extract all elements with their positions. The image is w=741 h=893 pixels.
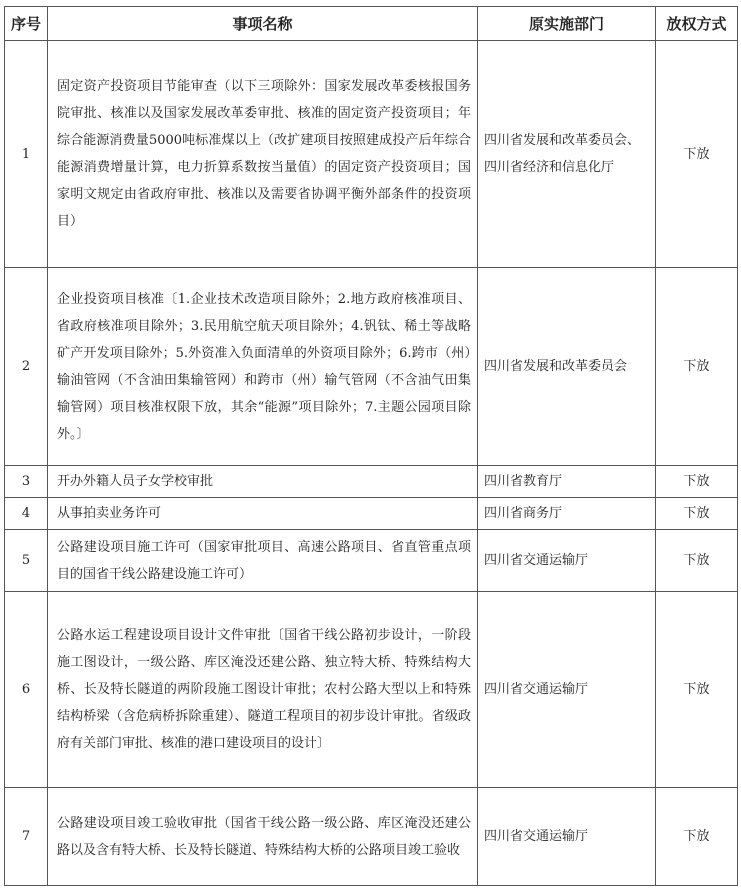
row-mode: 下放	[656, 592, 738, 788]
row-no: 7	[5, 788, 48, 886]
row-item-name: 固定资产投资项目节能审查（以下三项除外：国家发展改革委核报国务院审批、核准以及国家发展改革委审批、核准的固定资产投资项目；年综合能源消费量5000吨标准煤以上（改扩建项目按照建成投产后年综合能源消费增量计算，电力折算系数按当量值）的固定资产投资项目；国家明文规定由省政府审批、核准以及需要省协调平衡外部条件的投资项目）	[48, 41, 478, 268]
table-row	[5, 41, 738, 268]
header-no: 序号	[5, 7, 48, 41]
row-mode: 下放	[656, 498, 738, 530]
row-item-name: 开办外籍人员子女学校审批	[48, 466, 478, 498]
header-mode: 放权方式	[656, 7, 738, 41]
table-row	[5, 530, 738, 592]
row-mode: 下放	[656, 41, 738, 268]
row-no: 5	[5, 530, 48, 592]
row-dept: 四川省教育厅	[478, 466, 656, 498]
row-item-name: 企业投资项目核准〔1.企业技术改造项目除外；2.地方政府核准项目、省政府核准项目除外；3.民用航空航天项目除外；4.钒钛、稀土等战略矿产开发项目除外；5.外资准入负面清单的外资项目除外；6.跨市（州）输油管网（不含油田集输管网）和跨市（州）输气管网（不含油气田集输管网）项目核准权限下放，其余“能源”项目除外；7.主题公园项目除外。〕	[48, 268, 478, 466]
row-no: 2	[5, 268, 48, 466]
row-mode: 下放	[656, 268, 738, 466]
row-mode: 下放	[656, 466, 738, 498]
row-dept: 四川省发展和改革委员会	[478, 268, 656, 466]
row-dept: 四川省交通运输厅	[478, 788, 656, 886]
row-dept: 四川省发展和改革委员会、四川省经济和信息化厅	[478, 41, 656, 268]
row-mode: 下放	[656, 788, 738, 886]
row-dept: 四川省交通运输厅	[478, 530, 656, 592]
delegation-table	[4, 6, 738, 886]
header-dept: 原实施部门	[478, 7, 656, 41]
row-no: 6	[5, 592, 48, 788]
table-row	[5, 788, 738, 886]
row-item-name: 公路建设项目施工许可（国家审批项目、高速公路项目、省直管重点项目的国省干线公路建设施工许可）	[48, 530, 478, 592]
header-name: 事项名称	[48, 7, 478, 41]
row-item-name: 公路水运工程建设项目设计文件审批〔国省干线公路初步设计，一阶段施工图设计，一级公路、库区淹没还建公路、独立特大桥、特殊结构大桥、长及特长隧道的两阶段施工图设计审批；农村公路大型以上和特殊结构桥梁（含危病桥拆除重建）、隧道工程项目的初步设计审批。省级政府有关部门审批、核准的港口建设项目的设计〕	[48, 592, 478, 788]
row-no: 4	[5, 498, 48, 530]
table-row	[5, 592, 738, 788]
row-item-name: 从事拍卖业务许可	[48, 498, 478, 530]
row-no: 1	[5, 41, 48, 268]
row-mode: 下放	[656, 530, 738, 592]
table-row	[5, 268, 738, 466]
row-dept: 四川省商务厅	[478, 498, 656, 530]
table-row	[5, 466, 738, 498]
header-row	[5, 7, 738, 41]
row-item-name: 公路建设项目竣工验收审批（国省干线公路一级公路、库区淹没还建公路以及含有特大桥、长及特长隧道、特殊结构大桥的公路项目竣工验收	[48, 788, 478, 886]
row-no: 3	[5, 466, 48, 498]
row-dept: 四川省交通运输厅	[478, 592, 656, 788]
table-row	[5, 498, 738, 530]
